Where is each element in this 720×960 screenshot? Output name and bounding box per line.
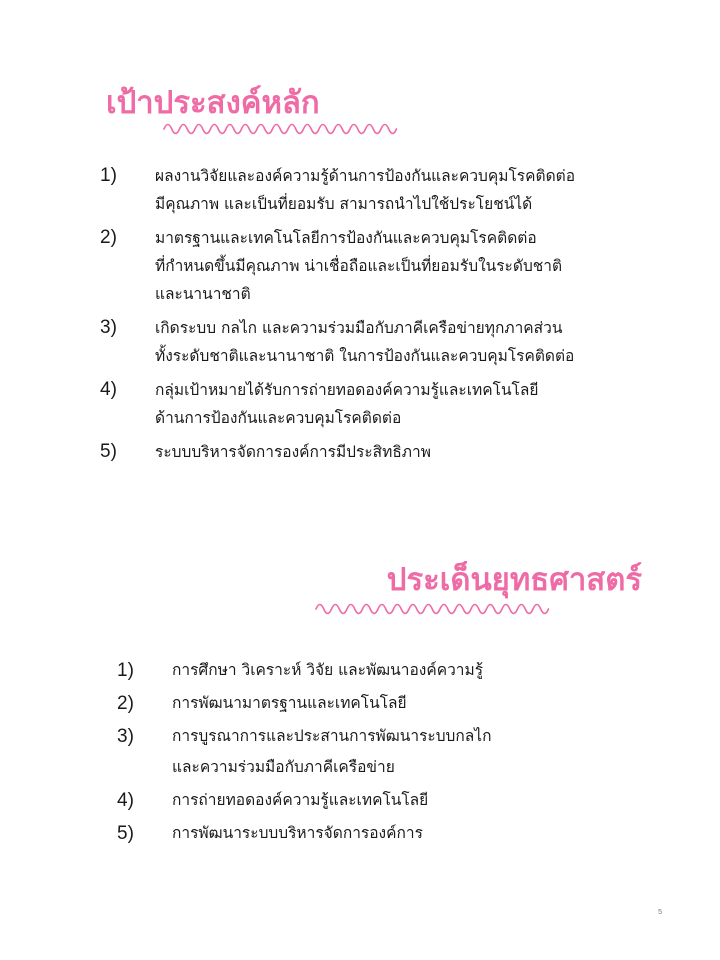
- issue-item: [117, 818, 637, 849]
- issue-text-line: การศึกษา วิเคราะห์ วิจัย และพัฒนาองค์ความรู้: [172, 661, 484, 679]
- issue-number: 2): [117, 693, 134, 714]
- goal-number: 2): [100, 227, 117, 248]
- issue-item: [117, 721, 637, 783]
- strategic-issues-list: [117, 655, 637, 851]
- goal-number: 1): [100, 165, 117, 186]
- goal-item: [100, 162, 640, 218]
- goal-text-line: เกิดระบบ กลไก และความร่วมมือกับภาคีเครือข่ายทุกภาคส่วน: [155, 319, 563, 337]
- goals-title-wave-decoration: [162, 122, 404, 136]
- issue-number: 3): [117, 726, 134, 747]
- issue-item: [117, 785, 637, 816]
- goal-text-line: ด้านการป้องกันและควบคุมโรคติดต่อ: [155, 409, 402, 427]
- goal-text-line: มีคุณภาพ และเป็นที่ยอมรับ สามารถนำไปใช้ประโยชน์ได้: [155, 195, 533, 213]
- issue-text-line: การถ่ายทอดองค์ความรู้และเทคโนโลยี: [172, 791, 429, 809]
- issue-text-line: การบูรณาการและประสานการพัฒนาระบบกลไก: [172, 727, 492, 745]
- goal-item: [100, 224, 640, 308]
- issue-number: 4): [117, 790, 134, 811]
- goals-title: เป้าประสงค์หลัก: [106, 85, 320, 121]
- issue-text-line: การพัฒนาระบบบริหารจัดการองค์การ: [172, 824, 423, 842]
- goal-number: 4): [100, 379, 117, 400]
- goal-text-line: มาตรฐานและเทคโนโลยีการป้องกันและควบคุมโรคติดต่อ: [155, 229, 537, 247]
- strategic-issues-title-wave-decoration: [314, 602, 556, 616]
- goal-text-line: ที่กำหนดขึ้นมีคุณภาพ น่าเชื่อถือและเป็นที่ยอมรับในระดับชาติ: [155, 257, 563, 275]
- issue-number: 1): [117, 660, 134, 681]
- goal-item: [100, 314, 640, 370]
- issue-item: [117, 688, 637, 719]
- strategic-issues-title: ประเด็นยุทธศาสตร์: [386, 562, 642, 598]
- goal-text-line: กลุ่มเป้าหมายได้รับการถ่ายทอดองค์ความรู้และเทคโนโลยี: [155, 381, 539, 399]
- issue-number: 5): [117, 823, 134, 844]
- goal-text-line: ระบบบริหารจัดการองค์การมีประสิทธิภาพ: [155, 443, 431, 461]
- issue-text-line: และความร่วมมือกับภาคีเครือข่าย: [172, 758, 395, 776]
- goals-list: [100, 162, 640, 472]
- goal-text-line: ทั้งระดับชาติและนานาชาติ ในการป้องกันและควบคุมโรคติดต่อ: [155, 347, 575, 365]
- goal-item: [100, 438, 640, 466]
- goal-text-line: ผลงานวิจัยและองค์ความรู้ด้านการป้องกันและควบคุมโรคติดต่อ: [155, 167, 576, 185]
- goal-number: 3): [100, 317, 117, 338]
- issue-text-line: การพัฒนามาตรฐานและเทคโนโลยี: [172, 694, 407, 712]
- page-number: 5: [658, 909, 662, 916]
- goal-text-line: และนานาชาติ: [155, 285, 251, 303]
- goal-item: [100, 376, 640, 432]
- issue-item: [117, 655, 637, 686]
- goal-number: 5): [100, 441, 117, 462]
